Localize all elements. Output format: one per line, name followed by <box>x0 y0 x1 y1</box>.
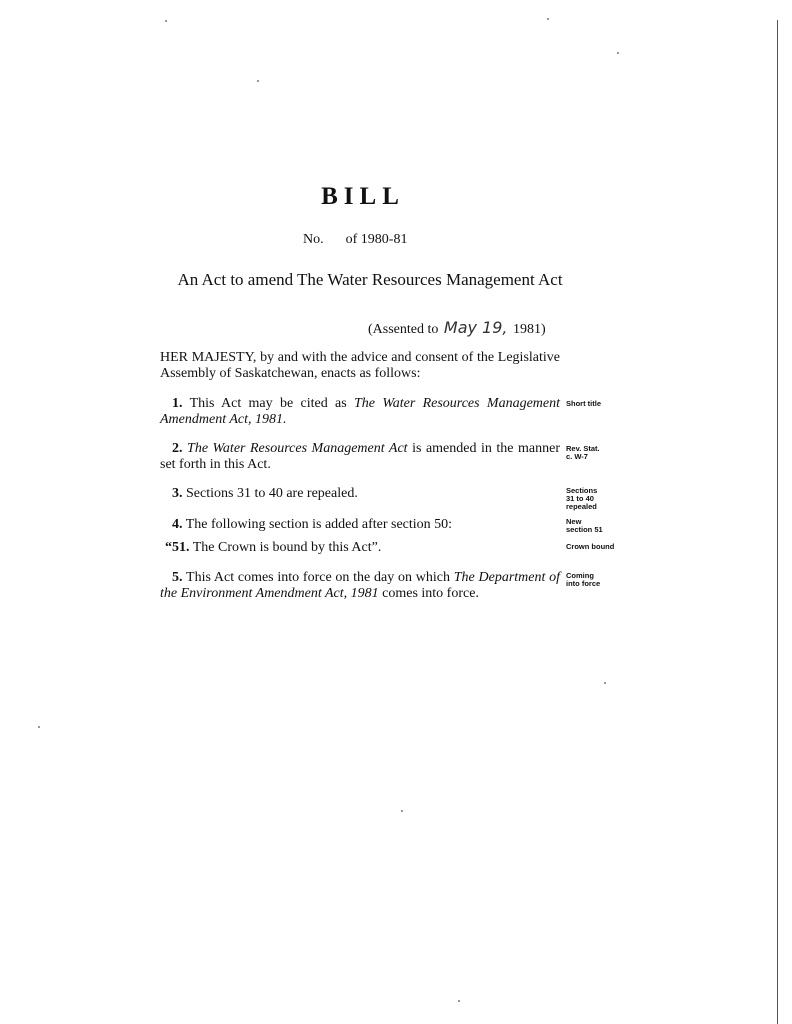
scan-speck <box>38 726 40 728</box>
section-1 <box>160 396 560 428</box>
assent-line <box>368 318 546 338</box>
section-5 <box>160 570 560 602</box>
section-italic-text: The Water Resources Management Amendment Act, 1981. <box>160 396 561 427</box>
section-number: 4. <box>172 517 183 532</box>
section-number: 2. <box>172 441 183 456</box>
section-3 <box>160 486 560 502</box>
section-italic-text: The Water Resources Management Act <box>187 441 408 456</box>
margin-note-coming-into-force: Coming into force <box>566 571 601 588</box>
scan-speck <box>458 1000 460 1002</box>
act-title: An Act to amend The Water Resources Management Act <box>177 270 563 289</box>
section-number: 3. <box>172 486 183 501</box>
assent-handwritten-date: May 19, <box>443 318 508 337</box>
margin-note-rev-stat: Rev. Stat. c. W-7 <box>566 444 600 461</box>
section-number: “51. <box>165 540 190 555</box>
margin-note-sections-repealed: Sections 31 to 40 repealed <box>566 486 598 511</box>
section-text: is amended in the manner set forth in this Act. <box>160 441 561 472</box>
section-2 <box>160 441 560 473</box>
section-text-end: comes into force. <box>382 586 479 601</box>
section-text: This Act comes into force on the day on which <box>186 570 450 585</box>
bill-no-label: No. <box>303 232 324 247</box>
scan-speck <box>547 18 549 20</box>
section-number: 5. <box>172 570 183 585</box>
assent-prefix: (Assented to <box>368 322 439 337</box>
scan-edge-line <box>777 20 778 1024</box>
section-text: The following section is added after section 50: <box>185 517 453 532</box>
bill-number-line <box>303 232 407 248</box>
margin-note-new-section: New section 51 <box>566 517 603 534</box>
section-number: 1. <box>172 396 183 411</box>
section-text: This Act may be cited as <box>189 396 347 411</box>
scan-speck <box>617 52 619 54</box>
section-text: Sections 31 to 40 are repealed. <box>186 486 358 501</box>
assent-suffix: 1981) <box>513 322 546 337</box>
enacting-clause: HER MAJESTY, by and with the advice and consent of the Legislative Assembly of Saskatchewan, enacts as follows: <box>160 350 560 381</box>
bill-heading: BILL <box>321 183 405 210</box>
margin-note-short-title: Short title <box>566 399 601 408</box>
section-51 <box>160 540 560 556</box>
scan-speck <box>257 80 259 82</box>
scan-speck <box>604 682 606 684</box>
section-italic-text: The Department of the Environment Amendment Act, 1981 <box>160 570 561 601</box>
bill-session: of 1980-81 <box>345 232 408 247</box>
margin-note-crown-bound: Crown bound <box>566 542 615 551</box>
scan-speck <box>165 20 167 22</box>
scan-speck <box>401 810 403 812</box>
section-text: The Crown is bound by this Act”. <box>192 540 382 555</box>
section-4 <box>160 517 560 533</box>
